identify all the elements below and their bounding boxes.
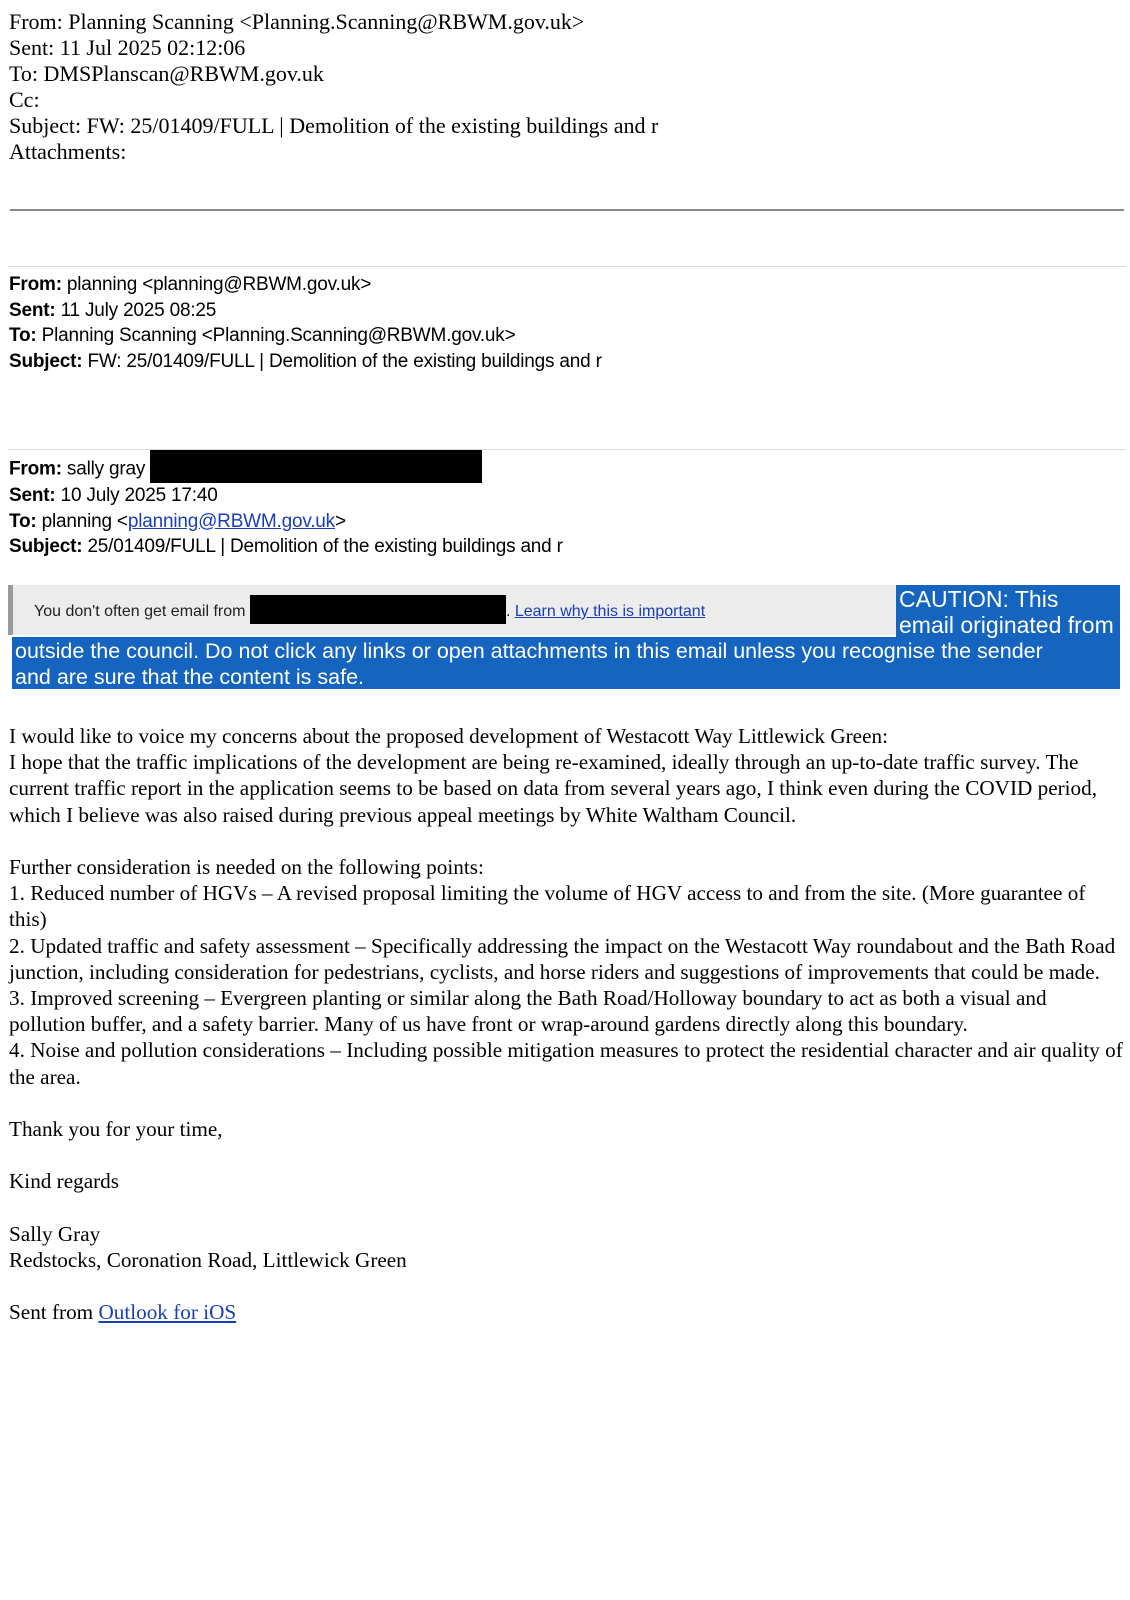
outer-to: To: DMSPlanscan@RBWM.gov.uk (9, 61, 324, 86)
signature-address: Redstocks, Coronation Road, Littlewick Green (9, 1248, 407, 1272)
redaction-block (250, 595, 506, 624)
point-item: 3. Improved screening – Evergreen planting or similar along the Bath Road/Holloway boundary to act as both a visual and pollution buffer, and a safety barrier. Many of us have front or wrap-around gardens directly along this boundary. (9, 986, 1047, 1037)
fwd2-subject-row: Subject: 25/01409/FULL | Demolition of the existing buildings and r (9, 536, 563, 557)
body-paragraph: I hope that the traffic implications of the development are being re-examined, ideally through an up-to-date traffic survey. The current traffic report in the application seems to be based on data from several years ago, I think even during the COVID period, which I believe was also raised during previous appeal meetings by White Waltham Council. (9, 750, 1098, 827)
body-intro: I would like to voice my concerns about the proposed development of Westacott Way Littlewick Green: (9, 724, 888, 748)
outer-cc: Cc: (9, 87, 40, 112)
fwd1-subject-row: Subject: FW: 25/01409/FULL | Demolition of the existing buildings and r (9, 350, 602, 372)
signature-name: Sally Gray (9, 1221, 101, 1246)
sent-from-line: Sent from Outlook for iOS (9, 1300, 237, 1325)
header-divider (10, 209, 1124, 211)
email-body (9, 723, 1125, 1326)
outer-from: From: Planning Scanning <Planning.Scanning@RBWM.gov.uk> (9, 9, 585, 34)
caution-text-bottom: outside the council. Do not click any links or open attachments in this email unless you recognise the sender and are sure that the content is safe. (15, 639, 1043, 689)
forwarded-header-1 (9, 272, 602, 374)
outer-email-header (9, 9, 658, 165)
fwd1-sent-row: Sent: 11 July 2025 08:25 (9, 299, 217, 321)
safety-banner-text: You don't often get email from . Learn why this is important (34, 600, 705, 624)
fwd2-from-row: From: sally gray (9, 456, 563, 483)
point-item: 4. Noise and pollution considerations – Including possible mitigation measures to protect the residential character and air quality of the area. (9, 1038, 1123, 1089)
outer-subject: Subject: FW: 25/01409/FULL | Demolition of the existing buildings and r (9, 113, 659, 138)
fwd1-to-row: To: Planning Scanning <Planning.Scanning@RBWM.gov.uk> (9, 325, 516, 346)
forward-divider-1 (8, 266, 1126, 267)
point-item: 1. Reduced number of HGVs – A revised proposal limiting the volume of HGV access to and from the site. (More guarantee of this) (9, 881, 1086, 932)
planning-email-link[interactable]: planning@RBWM.gov.uk (127, 510, 335, 532)
caution-text-right: CAUTION: This email originated from (899, 586, 1114, 638)
learn-why-important-link[interactable]: Learn why this is important (514, 603, 706, 621)
regards-line: Kind regards (9, 1169, 120, 1194)
outlook-ios-link[interactable]: Outlook for iOS (98, 1300, 237, 1325)
fwd2-to-row: To: planning <planning@RBWM.gov.uk> (9, 510, 346, 532)
fwd2-sent-row: Sent: 10 July 2025 17:40 (9, 485, 218, 506)
thanks-line: Thank you for your time, (9, 1117, 223, 1142)
fwd1-from-row: From: planning <planning@RBWM.gov.uk> (9, 274, 372, 295)
outer-attachments: Attachments: (9, 139, 127, 164)
outer-sent: Sent: 11 Jul 2025 02:12:06 (9, 35, 246, 60)
redaction-block (150, 450, 482, 483)
point-item: 2. Updated traffic and safety assessment – Specifically addressing the impact on the Westacott Way roundabout and the Bath Road junction, including consideration for pedestrians, cyclists, and horse riders and suggestions of improvements that could be made. (9, 933, 1116, 984)
forwarded-header-2 (9, 456, 563, 560)
banner-accent-bar (8, 585, 13, 635)
points-intro: Further consideration is needed on the following points: (9, 855, 484, 879)
